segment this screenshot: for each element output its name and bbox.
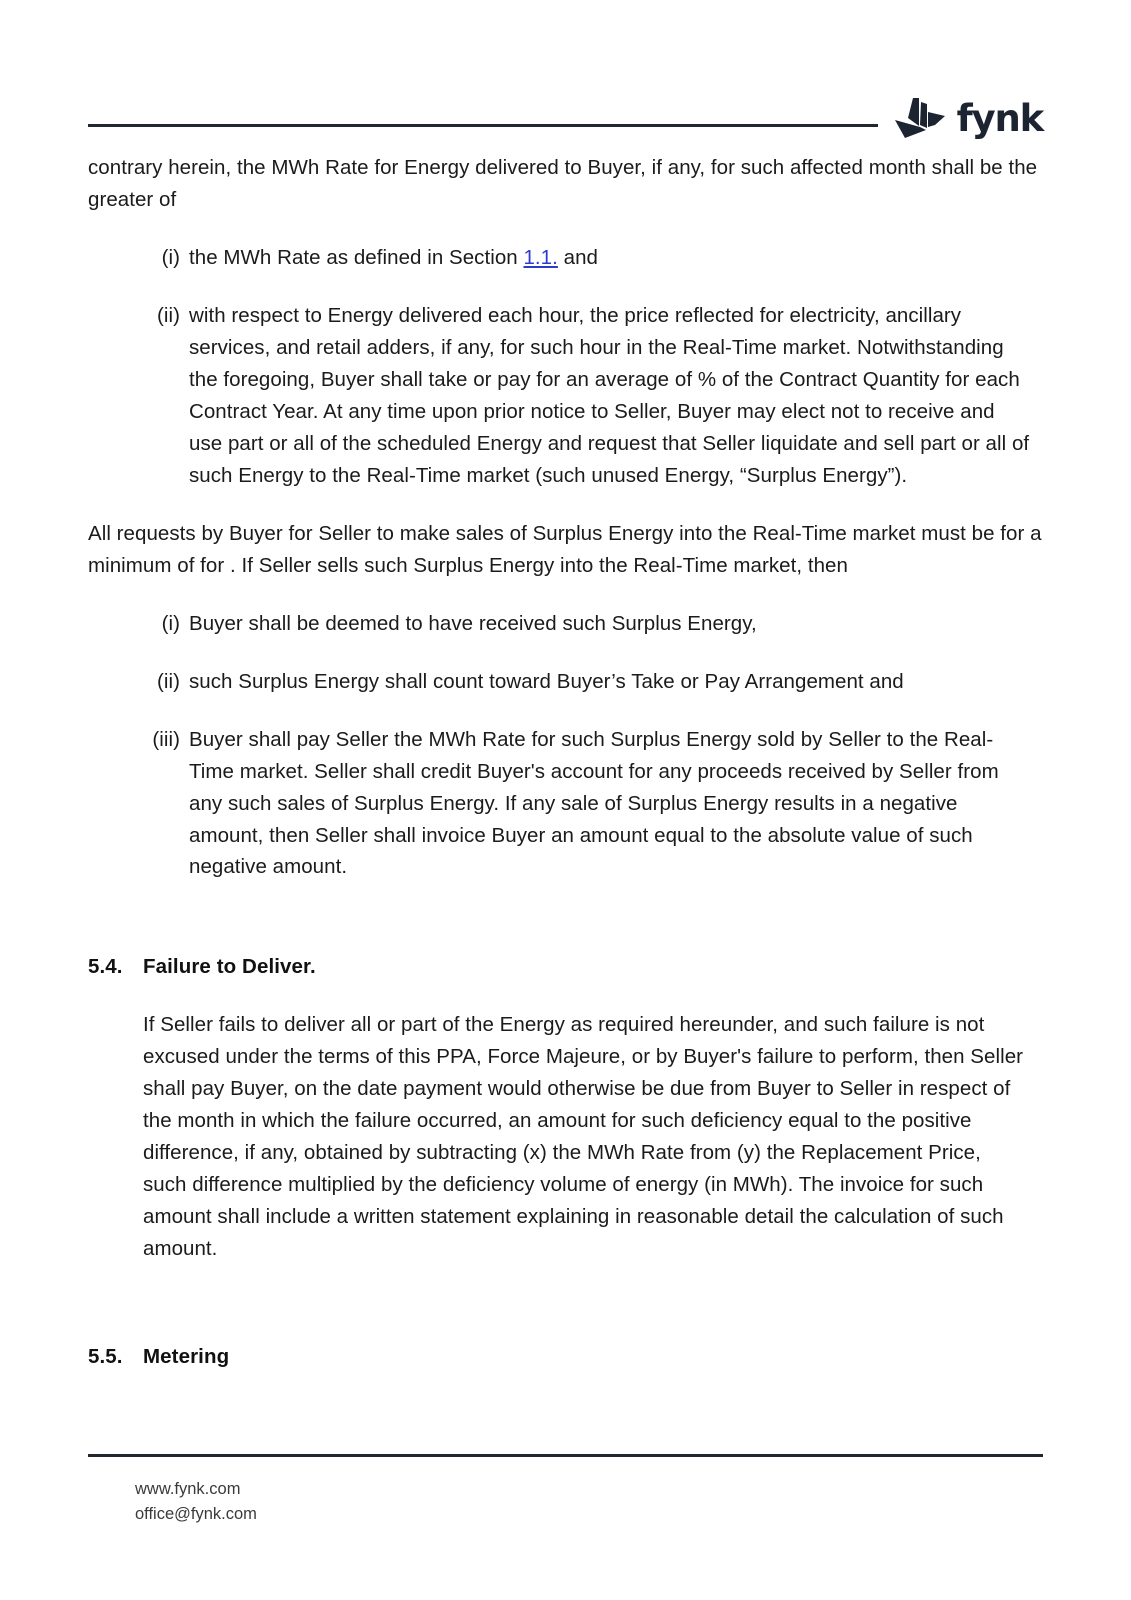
brand-logo xyxy=(893,96,1043,142)
list-marker: (i) xyxy=(161,245,180,269)
list-item-text: with respect to Energy delivered each hour, the price reflected for electricity, ancillary services, and retail adders, if any, for such hour in the Real-Time market. Notwithstanding the foregoing, Buyer shall take or pay for an average of % of the Contract Quantity for each Contract Year. At any time upon prior notice to Seller, Buyer may elect not to receive and use part or all of the scheduled Energy and request that Seller liquidate and sell part or all of such Energy to the Real-Time market (such unused Energy, “Surplus Energy”). xyxy=(189,303,1030,487)
list-marker: (ii) xyxy=(157,669,180,693)
vertical-spacer xyxy=(88,909,1043,955)
section-number: 5.4. xyxy=(88,955,123,979)
header-divider xyxy=(88,124,878,127)
brand-name: fynk xyxy=(956,96,1043,140)
footer-divider xyxy=(88,1454,1043,1457)
list-item xyxy=(143,724,1033,884)
list-item-text-after: and xyxy=(557,245,598,269)
list-item xyxy=(143,608,1033,640)
origami-bird-icon xyxy=(893,96,947,142)
section-heading-5-5 xyxy=(88,1345,1043,1369)
list-item-text xyxy=(189,242,1033,274)
section-cross-reference-link[interactable]: 1.1. xyxy=(523,245,558,269)
footer-contact xyxy=(135,1477,1043,1528)
list-marker: (iii) xyxy=(152,727,180,751)
vertical-spacer xyxy=(88,979,1043,1009)
vertical-spacer xyxy=(88,1291,1043,1345)
section-title: Failure to Deliver. xyxy=(143,955,316,979)
paragraph-failure-to-deliver: If Seller fails to deliver all or part of the Energy as required hereunder, and such failure is not excused under the terms of this PPA, Force Majeure, or by Buyer's failure to perform, then Seller shall pay Buyer, on the date payment would otherwise be due from Buyer to Seller in respect of the month in which the failure occurred, an amount for such deficiency equal to the positive difference, if any, obtained by subtracting (x) the MWh Rate from (y) the Replacement Price, such difference multiplied by the deficiency volume of energy (in MWh). The invoice for such amount shall include a written statement explaining in reasonable detail the calculation of such amount. xyxy=(143,1013,1024,1261)
section-heading-5-4 xyxy=(88,955,1043,979)
footer-email[interactable]: office@fynk.com xyxy=(135,1505,257,1524)
list-item-text-before: the MWh Rate as defined in Section xyxy=(189,245,524,269)
list-marker: (i) xyxy=(161,611,180,635)
list-item xyxy=(143,242,1033,274)
list-item xyxy=(143,666,1033,698)
paragraph-continued: contrary herein, the MWh Rate for Energy delivered to Buyer, if any, for such affected month shall be the greater of xyxy=(88,156,1038,211)
list-item-text: such Surplus Energy shall count toward Buyer’s Take or Pay Arrangement and xyxy=(189,669,904,693)
list-item xyxy=(143,300,1033,492)
paragraph-surplus-energy: All requests by Buyer for Seller to make sales of Surplus Energy into the Real-Time market must be for a minimum of for . If Seller sells such Surplus Energy into the Real-Time market, then xyxy=(88,521,1042,577)
page-footer xyxy=(88,1454,1043,1528)
section-title: Metering xyxy=(143,1345,230,1369)
document-body xyxy=(88,152,1043,1369)
list-item-text: Buyer shall be deemed to have received such Surplus Energy, xyxy=(189,611,757,635)
list-marker: (ii) xyxy=(157,303,180,327)
page-header xyxy=(88,96,1043,158)
section-number: 5.5. xyxy=(88,1345,123,1369)
list-item-text: Buyer shall pay Seller the MWh Rate for such Surplus Energy sold by Seller to the Real-Time market. Seller shall credit Buyer's account for any proceeds received by Seller from any such sales of Surplus Energy. If any sale of Surplus Energy results in a negative amount, then Seller shall invoice Buyer an amount equal to the absolute value of such negative amount. xyxy=(189,727,999,879)
footer-website[interactable]: www.fynk.com xyxy=(135,1479,241,1498)
